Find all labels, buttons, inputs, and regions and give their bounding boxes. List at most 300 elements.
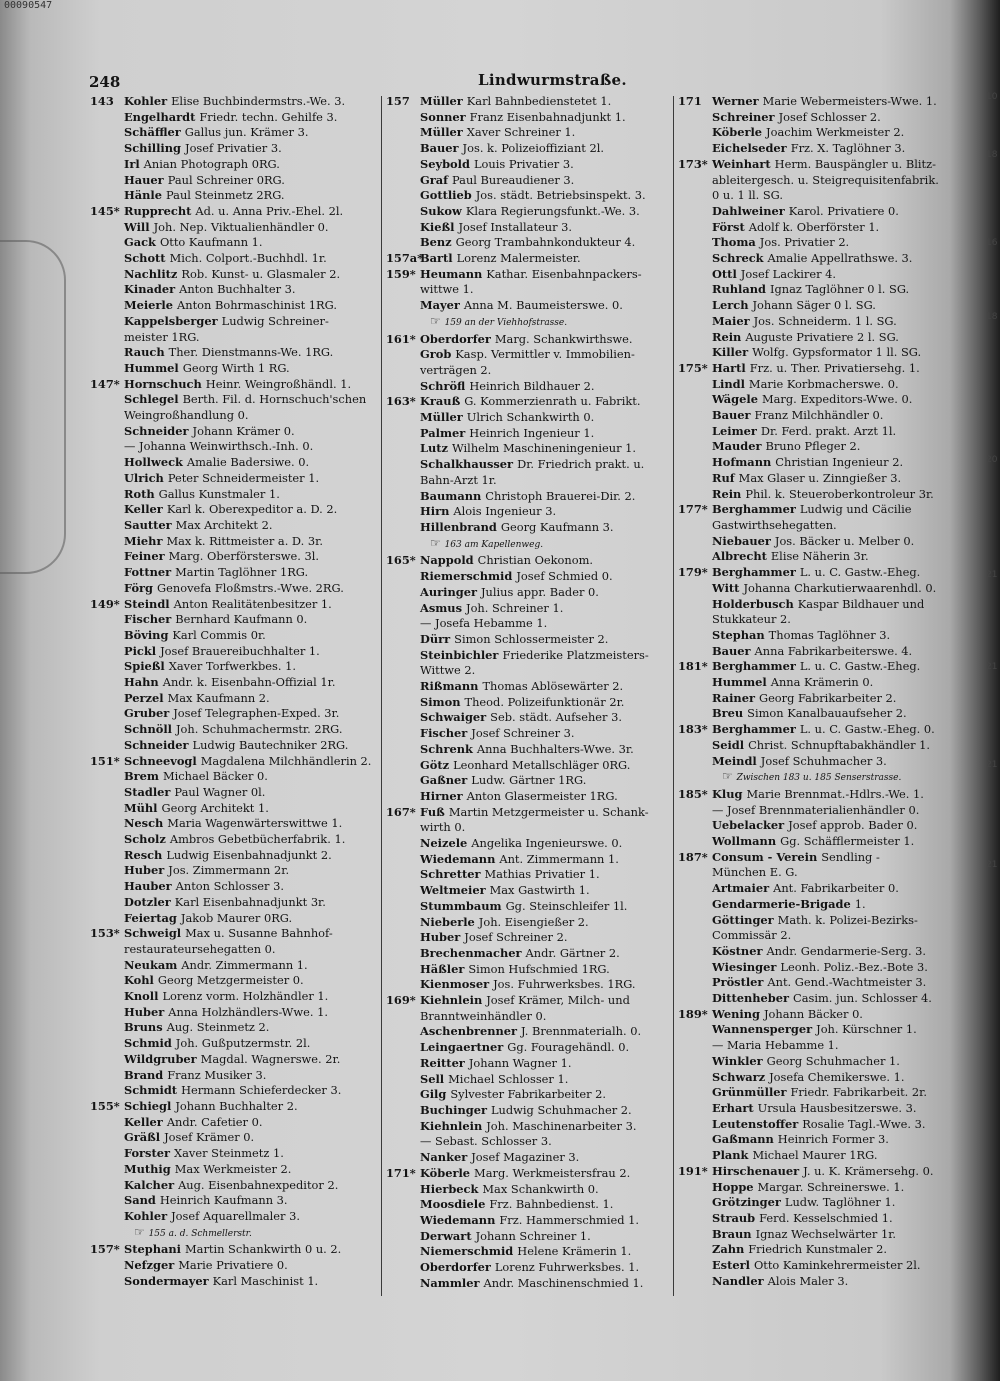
resident-details: Jos. Fuhrwerksbes. 1RG. (493, 977, 636, 992)
directory-entry (90, 1146, 374, 1162)
entry-continuation (678, 518, 962, 534)
resident-surname: Nanker (420, 1150, 468, 1165)
directory-entry (678, 628, 962, 644)
directory-entry (386, 110, 670, 126)
resident-surname: Wiedemann (420, 1212, 496, 1227)
resident-surname: Resch (124, 847, 163, 862)
resident-surname: Bauer (420, 141, 459, 156)
resident-details: Heinr. Weingroßhändl. 1. (205, 376, 352, 391)
directory-entry (386, 946, 670, 962)
resident-surname: Huber (124, 1004, 165, 1019)
resident-details: Angelika Ingenieurswe. 0. (471, 836, 623, 851)
directory-entry (386, 1040, 670, 1056)
resident-details: Marie Webermeisters-Wwe. 1. (762, 94, 937, 108)
resident-details: Karl Maschinist 1. (212, 1273, 319, 1288)
directory-entry (386, 569, 670, 585)
resident-surname: Kiehnlein (420, 1118, 483, 1133)
resident-details: Karl Eisenbahnadjunkt 3r. (174, 894, 326, 909)
cross-reference (678, 769, 962, 787)
resident-surname: Muthig (124, 1161, 171, 1176)
resident-details: Ferd. Kesselschmied 1. (759, 1210, 893, 1225)
resident-surname: Schreiner (712, 109, 775, 124)
resident-surname: Leingaertner (420, 1040, 504, 1055)
resident-surname: Gaßner (420, 773, 468, 788)
resident-surname: Nachlitz (124, 266, 178, 281)
directory-entry (678, 897, 962, 913)
resident-details: Otto Kaminkehrermeister 2l. (753, 1258, 921, 1273)
resident-surname: Heumann (420, 266, 483, 281)
resident-surname: Grötzinger (712, 1195, 781, 1210)
resident-surname: Häßler (420, 961, 465, 976)
entry-text: 0 u. 1 ll. SG. (712, 188, 783, 203)
resident-surname: Schwaiger (420, 710, 487, 725)
resident-surname: Mühl (124, 800, 158, 815)
resident-details: Frz. u. Ther. Privatiersehg. 1. (749, 360, 920, 375)
resident-surname: Kalcher (124, 1177, 175, 1192)
directory-entry (90, 141, 374, 157)
directory-entry (90, 298, 374, 314)
resident-surname: Hirn (420, 504, 450, 519)
directory-entry (678, 659, 962, 675)
entry-text: verträgen 2. (420, 362, 492, 377)
resident-details: Jos. Privatier 2. (759, 235, 850, 250)
resident-details: Alois Ingenieur 3. (453, 504, 557, 519)
resident-surname: Kiehnlein (420, 993, 483, 1008)
resident-surname: Sukow (420, 203, 462, 218)
resident-surname: Sand (124, 1193, 156, 1208)
directory-entry (90, 471, 374, 487)
directory-entry (678, 1022, 962, 1038)
directory-entry (678, 125, 962, 141)
resident-details: Paul Steinmetz 2RG. (166, 188, 285, 203)
house-number: 161* (386, 331, 416, 346)
resident-details: Joachim Werkmeister 2. (766, 125, 905, 140)
resident-surname: Esterl (712, 1258, 750, 1273)
resident-surname: Hofmann (712, 455, 772, 470)
directory-entry (678, 991, 962, 1007)
resident-surname: Kießl (420, 219, 455, 234)
resident-surname: Mauder (712, 439, 762, 454)
resident-details: Simon Hufschmied 1RG. (468, 961, 610, 976)
edge-mark: 10 (986, 92, 998, 102)
directory-entry (386, 394, 670, 410)
directory-entry (678, 1101, 962, 1117)
resident-surname: Neukam (124, 957, 178, 972)
directory-entry (678, 424, 962, 440)
resident-details: Georg Metzgermeister 0. (157, 973, 304, 988)
directory-entry (90, 424, 374, 440)
directory-entry (386, 601, 670, 617)
resident-details: Ignaz Taglöhner 0 l. SG. (769, 282, 910, 297)
resident-surname: Fischer (420, 726, 468, 741)
directory-entry (678, 738, 962, 754)
resident-details: Leonh. Poliz.-Bez.-Bote 3. (780, 959, 928, 974)
resident-details: Anton Bohrmaschinist 1RG. (177, 298, 337, 313)
directory-entry (678, 913, 962, 929)
directory-entry (678, 881, 962, 897)
resident-surname: Winkler (712, 1053, 763, 1068)
resident-surname: Irl (124, 156, 140, 171)
resident-details: Ant. Gend.-Wachtmeister 3. (767, 975, 927, 990)
resident-surname: Straub (712, 1210, 756, 1225)
directory-entry (386, 94, 670, 110)
directory-entry (386, 1182, 670, 1198)
directory-entry (678, 502, 962, 518)
entry-text: Gastwirthsehegatten. (712, 517, 837, 532)
resident-surname: Gruber (124, 706, 170, 721)
running-head: Lindwurmstraße. (478, 71, 627, 89)
resident-details: Casim. jun. Schlosser 4. (793, 991, 932, 1006)
resident-details: Elise Näherin 3r. (770, 549, 869, 564)
resident-surname: Förg (124, 580, 154, 595)
resident-details: Marg. Expeditors-Wwe. 0. (761, 392, 913, 407)
directory-entry (90, 597, 374, 613)
directory-entry (678, 1211, 962, 1227)
directory-entry (678, 345, 962, 361)
directory-entry (386, 1229, 670, 1245)
directory-entry (386, 426, 670, 442)
resident-surname: Meindl (712, 753, 757, 768)
entry-text: Weingroßhandlung 0. (124, 408, 249, 423)
resident-details: Mathias Privatier 1. (484, 867, 600, 882)
resident-surname: Seybold (420, 156, 470, 171)
resident-surname: Lerch (712, 298, 749, 313)
house-number: 175* (678, 360, 708, 375)
house-number: 169* (386, 993, 416, 1008)
directory-entry (90, 502, 374, 518)
resident-surname: Ulrich (124, 470, 164, 485)
edge-mark: 21 (986, 760, 998, 770)
resident-details: Heinrich Ingenieur 1. (469, 425, 595, 440)
entry-continuation (678, 865, 962, 881)
resident-surname: Grünmüller (712, 1085, 787, 1100)
resident-details: Marie Brennmat.-Hdlrs.-We. 1. (746, 786, 924, 801)
directory-entry (386, 1276, 670, 1292)
directory-entry (678, 722, 962, 738)
directory-entry (386, 347, 670, 363)
resident-details: Aug. Eisenbahnexpeditor 2. (178, 1177, 339, 1192)
resident-surname: Gack (124, 235, 156, 250)
directory-entry (678, 1180, 962, 1196)
resident-surname: Oberdorfer (420, 1260, 491, 1275)
column-rule (381, 96, 382, 1296)
directory-entry (90, 392, 374, 408)
resident-surname: Hillenbrand (420, 519, 497, 534)
resident-surname: Huber (420, 930, 461, 945)
resident-details: Gallus Kunstmaler 1. (158, 486, 280, 501)
resident-details: Berth. Fil. d. Hornschuch'schen (182, 392, 367, 407)
house-number: 159* (386, 266, 416, 281)
resident-details: Frz. Bahnbedienst. 1. (489, 1197, 614, 1212)
resident-details: Josefa Chemikerswe. 1. (769, 1069, 905, 1084)
resident-details: Genovefa Floßmstrs.-Wwe. 2RG. (157, 580, 344, 595)
resident-surname: Baumann (420, 488, 482, 503)
directory-entry (90, 1258, 374, 1274)
resident-surname: Consum - Verein (712, 849, 818, 864)
directory-entry (386, 220, 670, 236)
resident-surname: Stephan (712, 627, 765, 642)
resident-details: Christ. Schnupftabakhändler 1. (748, 737, 931, 752)
directory-entry (678, 691, 962, 707)
directory-entry (678, 471, 962, 487)
directory-entry (386, 632, 670, 648)
resident-surname: Hoppe (712, 1179, 754, 1194)
resident-details: Georg Kaufmann 3. (500, 519, 614, 534)
resident-details: Jos. Schneiderm. 1 l. SG. (753, 313, 897, 328)
resident-surname: Schneider (124, 737, 189, 752)
directory-entry (678, 597, 962, 613)
resident-surname: Spießl (124, 659, 165, 674)
directory-entry (386, 125, 670, 141)
directory-entry (90, 973, 374, 989)
resident-details: Bernhard Kaufmann 0. (175, 612, 308, 627)
resident-surname: Dürr (420, 631, 451, 646)
resident-surname: Schweigl (124, 926, 182, 941)
directory-entry (90, 110, 374, 126)
resident-surname: Kienmoser (420, 977, 490, 992)
resident-surname: Oberdorfer (420, 331, 491, 346)
resident-details: Andr. Maschinenschmied 1. (483, 1275, 644, 1290)
resident-details: Otto Kaufmann 1. (159, 235, 263, 250)
directory-entry (90, 659, 374, 675)
resident-surname: Hummel (712, 675, 767, 690)
directory-entry (678, 754, 962, 770)
resident-details: Johann Buchhalter 2. (175, 1099, 298, 1113)
reference-text: 159 an der Viehhofstrasse. (444, 317, 568, 328)
resident-surname: Bartl (420, 251, 453, 266)
directory-entry (90, 801, 374, 817)
reference-text: Zwischen 183 u. 185 Senserstrasse. (736, 773, 902, 784)
directory-entry (678, 1274, 962, 1290)
resident-surname: Maier (712, 313, 750, 328)
resident-details: L. u. C. Gastw.-Eheg. 0. (799, 722, 935, 737)
directory-entry (678, 408, 962, 424)
resident-surname: Schmidt (124, 1083, 178, 1098)
resident-surname: Miehr (124, 533, 163, 548)
resident-surname: Sonner (420, 109, 466, 124)
resident-surname: Perzel (124, 690, 164, 705)
resident-surname: Rainer (712, 690, 755, 705)
resident-details: Ant. Fabrikarbeiter 0. (773, 881, 899, 896)
resident-surname: Hornschuch (124, 376, 202, 391)
resident-surname: Uebelacker (712, 818, 785, 833)
resident-details: Louis Privatier 3. (473, 156, 574, 171)
directory-entry (90, 251, 374, 267)
resident-details: Michael Schlosser 1. (448, 1071, 569, 1086)
resident-surname: Göttinger (712, 912, 774, 927)
resident-details: Anna Krämerin 0. (770, 675, 874, 690)
resident-surname: Braun (712, 1226, 752, 1241)
resident-surname: Holderbusch (712, 596, 794, 611)
resident-details: Helene Krämerin 1. (517, 1244, 632, 1259)
directory-entry (90, 1130, 374, 1146)
resident-details: Theod. Polizeifunktionär 2r. (464, 694, 625, 709)
resident-details: Ulrich Schankwirth 0. (466, 410, 595, 425)
reference-text: 155 a. d. Schmellerstr. (148, 1228, 252, 1239)
resident-details: Josef approb. Bader 0. (788, 818, 918, 833)
resident-details: Martin Metzgermeister u. Schank- (448, 804, 649, 819)
directory-entry (678, 251, 962, 267)
pointing-hand-icon: ☞ (430, 535, 445, 550)
house-number: 143 (90, 94, 114, 108)
directory-entry (386, 298, 670, 314)
directory-entry (90, 1083, 374, 1099)
directory-entry (90, 345, 374, 361)
entry-text: — Sebast. Schlosser 3. (420, 1134, 552, 1149)
resident-surname: Wägele (712, 392, 758, 407)
directory-entry (678, 565, 962, 581)
resident-surname: Rein (712, 486, 742, 501)
resident-details: Bruno Pfleger 2. (765, 439, 861, 454)
directory-entry (90, 377, 374, 393)
resident-details: Karl Bahnbedienstetet 1. (466, 94, 612, 108)
resident-details: Sylvester Fabrikarbeiter 2. (450, 1087, 607, 1102)
entry-text: wittwe 1. (420, 282, 474, 297)
directory-entry (90, 848, 374, 864)
resident-surname: Schrenk (420, 741, 473, 756)
directory-entry (678, 975, 962, 991)
resident-details: Gallus jun. Krämer 3. (184, 125, 309, 140)
resident-surname: Nappold (420, 553, 474, 568)
resident-details: Herm. Bauspängler u. Blitz- (774, 156, 936, 171)
entry-continuation (386, 1009, 670, 1025)
resident-details: Franz Milchhändler 0. (754, 408, 884, 423)
directory-entry (90, 785, 374, 801)
resident-details: Peter Schneidermeister 1. (167, 470, 320, 485)
resident-details: Ambros Gebetbücherfabrik. 1. (169, 832, 346, 847)
resident-details: Alois Maler 3. (767, 1273, 849, 1288)
resident-surname: Niebauer (712, 533, 771, 548)
resident-surname: Stephani (124, 1242, 181, 1257)
house-number: 153* (90, 926, 120, 941)
resident-surname: Kappelsberger (124, 313, 218, 328)
resident-surname: Wollmann (712, 834, 777, 849)
directory-entry (90, 534, 374, 550)
resident-surname: Lutz (420, 441, 449, 456)
directory-entry (386, 1072, 670, 1088)
directory-entry (90, 926, 374, 942)
resident-details: Martin Taglöhner 1RG. (175, 565, 309, 580)
resident-surname: Berghammer (712, 659, 796, 674)
directory-entry (678, 1258, 962, 1274)
resident-surname: Hummel (124, 360, 179, 375)
resident-surname: Brem (124, 769, 159, 784)
directory-entry (386, 962, 670, 978)
resident-surname: Steindl (124, 596, 170, 611)
directory-entry (90, 1178, 374, 1194)
directory-entry (90, 628, 374, 644)
directory-entry (678, 1085, 962, 1101)
directory-entry (90, 612, 374, 628)
resident-surname: Brand (124, 1067, 164, 1082)
directory-entry (386, 267, 670, 283)
resident-details: Josef Lackirer 4. (740, 266, 837, 281)
resident-details: Marg. Oberförsterswe. 3l. (168, 549, 320, 564)
entry-continuation (90, 408, 374, 424)
resident-surname: Ottl (712, 266, 737, 281)
resident-details: Max Kaufmann 2. (167, 690, 270, 705)
directory-entry (386, 1213, 670, 1229)
resident-details: Georg Architekt 1. (161, 800, 269, 815)
resident-details: J. Brennmaterialh. 0. (521, 1024, 642, 1039)
resident-details: Christian Ingenieur 2. (775, 455, 904, 470)
resident-details: Ludw. Taglöhner 1. (784, 1195, 896, 1210)
resident-details: Wolfg. Gypsformator 1 ll. SG. (752, 345, 922, 360)
directory-entry (90, 691, 374, 707)
resident-surname: Schlegel (124, 392, 179, 407)
resident-details: Joh. Eisengießer 2. (478, 914, 589, 929)
resident-surname: Dotzler (124, 894, 171, 909)
resident-surname: Gilg (420, 1087, 447, 1102)
resident-details: L. u. C. Gastw.-Eheg. (799, 659, 921, 674)
resident-details: Georg Schuhmacher 1. (766, 1053, 900, 1068)
directory-entry (90, 125, 374, 141)
page-number: 248 (89, 73, 121, 91)
resident-details: Georg Wirth 1 RG. (182, 360, 290, 375)
directory-entry (678, 675, 962, 691)
resident-surname: Hollweck (124, 455, 183, 470)
resident-surname: Köstner (712, 943, 763, 958)
resident-surname: Asmus (420, 600, 462, 615)
entry-continuation (678, 173, 962, 189)
resident-surname: Niemerschmid (420, 1244, 514, 1259)
resident-details: Josef Schreiner 3. (471, 726, 575, 741)
resident-surname: Bauer (712, 408, 751, 423)
resident-details: Lorenz Fuhrwerksbes. 1. (494, 1260, 640, 1275)
resident-details: Michael Maurer 1RG. (752, 1148, 878, 1163)
resident-surname: Hänle (124, 188, 162, 203)
resident-details: Josef Privatier 3. (185, 141, 282, 156)
resident-details: Ludwig Schreiner- (221, 313, 329, 328)
directory-entry (678, 1132, 962, 1148)
resident-surname: Hahn (124, 675, 159, 690)
entry-continuation (678, 612, 962, 628)
resident-surname: Huber (124, 863, 165, 878)
directory-entry (678, 549, 962, 565)
resident-surname: Schiegl (124, 1099, 172, 1113)
resident-surname: Götz (420, 757, 450, 772)
resident-surname: Nefzger (124, 1258, 175, 1273)
resident-details: Heinrich Former 3. (777, 1132, 889, 1147)
house-number: 177* (678, 502, 708, 517)
resident-surname: Benz (420, 235, 452, 250)
directory-entry (90, 816, 374, 832)
directory-entry (386, 504, 670, 520)
resident-surname: Plank (712, 1148, 749, 1163)
resident-details: Josef Installateur 3. (458, 219, 573, 234)
resident-details: Klara Regierungsfunkt.-We. 3. (465, 203, 640, 218)
resident-details: Elise Buchbindermstrs.-We. 3. (171, 94, 346, 108)
entry-text: Branntweinhändler 0. (420, 1008, 547, 1023)
resident-surname: Thoma (712, 235, 756, 250)
entry-continuation (90, 439, 374, 455)
house-number: 183* (678, 722, 708, 737)
directory-entry (678, 1227, 962, 1243)
resident-details: Georg Trambahnkondukteur 4. (455, 235, 636, 250)
directory-entry (90, 911, 374, 927)
resident-surname: Kohler (124, 1208, 168, 1223)
house-number: 173* (678, 156, 708, 171)
house-number: 157* (90, 1242, 120, 1257)
house-number: 149* (90, 596, 120, 611)
entry-text: Wittwe 2. (420, 663, 476, 678)
directory-entry (678, 94, 962, 110)
resident-details: G. Kommerzienrath u. Fabrikt. (464, 394, 641, 409)
resident-surname: Hierbeck (420, 1181, 479, 1196)
resident-details: Josef Magaziner 3. (471, 1150, 580, 1165)
edge-mark: 18 (986, 150, 998, 160)
entry-continuation (386, 820, 670, 836)
